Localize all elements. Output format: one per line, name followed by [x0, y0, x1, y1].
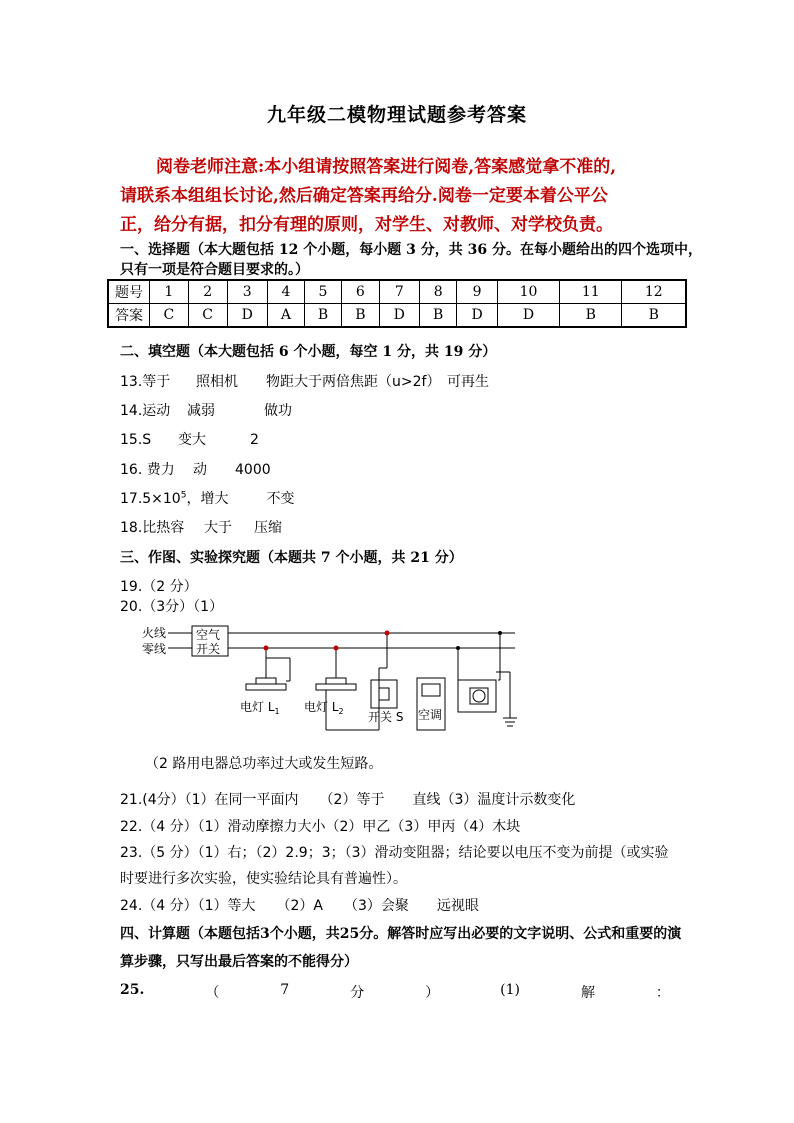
- junction-node: [264, 646, 269, 651]
- answer-cell: A: [268, 304, 305, 328]
- answer-line-15: [120, 429, 259, 449]
- ac-box: [417, 678, 445, 730]
- answer-line-21: 21.(4分）（1）在同一平面内 （2）等于 直线（3）温度计示数变化: [120, 792, 576, 808]
- section2-heading: 二、填空题（本大题包括 6 个小题，每空 1 分，共 19 分）: [120, 344, 497, 360]
- lamp2-label-sub: 2: [338, 707, 344, 716]
- question-number: 11: [560, 280, 622, 304]
- socket-hole: [473, 690, 485, 702]
- lamp1-base: [246, 684, 286, 690]
- answer-line-22: 22.（4 分）（1）滑动摩擦力大小（2）甲乙（3）甲丙（4）木块: [120, 819, 521, 835]
- lamp2-base: [316, 684, 356, 690]
- lamp2-holder: [326, 678, 346, 684]
- q25-token: （: [205, 985, 220, 1001]
- q17-exponent: 5: [180, 490, 187, 501]
- answer-line-23b: 时要进行多次实验，使实验结论具有普遍性）。: [120, 871, 407, 887]
- q14-a1: 14.运动: [120, 403, 171, 419]
- answer-line-20-2: （2 路用电器总功率过大或发生短路。: [145, 756, 383, 772]
- row-label-answers: 答案: [108, 304, 150, 328]
- junction-node: [334, 646, 339, 651]
- switch-label: 开关 S: [368, 710, 404, 724]
- air-switch-label-1: 空气: [196, 628, 221, 642]
- section4-heading-1: 四、计算题（本题包括3个小题，共25分。解答时应写出必要的文字说明、公式和重要的演: [120, 926, 682, 942]
- lamp1-label-sub: 1: [274, 707, 280, 716]
- q18-a3: 压缩: [254, 520, 282, 536]
- answer-line-24: 24.（4 分）（1）等大 （2）A （3）会聚 远视眼: [120, 898, 479, 914]
- junction-node: [385, 631, 390, 636]
- question-number: 9: [457, 280, 497, 304]
- answer-cell: D: [227, 304, 267, 328]
- section3-heading: 三、作图、实验探究题（本题共 7 个小题，共 21 分）: [120, 550, 463, 566]
- lamp2-label-text: 电灯 L: [304, 700, 339, 714]
- q17-a3: 不变: [266, 491, 295, 507]
- section1-heading-2: 只有一项是符合题目要求的。）: [120, 262, 309, 278]
- neutral-wire-label: 零线: [142, 642, 167, 656]
- question-number: 7: [379, 280, 419, 304]
- answer-cell: B: [304, 304, 341, 328]
- answer-cell: C: [188, 304, 227, 328]
- section1-heading-1: 一、选择题（本大题包括 12 个小题，每小题 3 分，共 36 分。在每小题给出的四个选项中，: [120, 242, 702, 258]
- q13-a1: 13.等于: [120, 374, 171, 390]
- ac-label: 空调: [418, 708, 443, 722]
- question-number: 2: [188, 280, 227, 304]
- lamp1-label: [240, 699, 280, 716]
- page-title: 九年级二模物理试题参考答案: [266, 104, 527, 126]
- answer-cell: B: [342, 304, 379, 328]
- section4-heading-2: 算步骤，只写出最后答案的不能得分）: [120, 954, 358, 970]
- lamp2-label: [304, 699, 344, 716]
- switch-box: [371, 680, 397, 708]
- answer-cell: B: [622, 304, 686, 328]
- switch-button: [379, 688, 389, 700]
- q25-token: ）: [425, 985, 440, 1001]
- socket-box: [458, 680, 496, 712]
- notice-line-3: 正，给分有据，扣分有理的原则，对学生、对教师、对学校负责。: [120, 215, 613, 235]
- answer-line-25: [120, 982, 670, 1002]
- q13-a2: 照相机: [196, 374, 238, 390]
- answer-line-14: [120, 400, 292, 420]
- q17-a2: ，增大: [186, 491, 229, 507]
- air-switch-label-2: 开关: [196, 642, 221, 656]
- q18-a1: 18.比热容: [120, 520, 185, 536]
- question-number: 1: [150, 280, 189, 304]
- household-circuit-diagram: [130, 620, 530, 740]
- answer-table: [107, 279, 687, 328]
- q25-token: ：: [655, 985, 670, 1001]
- q25-token: 25.: [120, 982, 145, 998]
- q14-a2: 减弱: [187, 403, 215, 419]
- answer-cell: D: [457, 304, 497, 328]
- q25-token: 分: [350, 985, 365, 1001]
- q13-a4: 可再生: [447, 374, 489, 390]
- answer-cell: B: [560, 304, 622, 328]
- question-number: 3: [227, 280, 267, 304]
- q17-a1: 17.5×10: [120, 491, 181, 507]
- question-number: 4: [268, 280, 305, 304]
- q15-a3: 2: [250, 432, 259, 448]
- answer-line-16: [120, 459, 271, 479]
- q14-a3: 做功: [264, 403, 292, 419]
- question-number: 6: [342, 280, 379, 304]
- q15-a1: 15.S: [120, 432, 152, 448]
- answer-line-13: [120, 371, 489, 391]
- answer-line-18: [120, 517, 282, 537]
- answer-cell: B: [420, 304, 457, 328]
- ac-display: [422, 684, 440, 696]
- q25-token: 解: [580, 985, 595, 1001]
- q25-token: (1): [500, 982, 520, 998]
- table-row-answers: [108, 304, 686, 328]
- row-label-numbers: 题号: [108, 280, 150, 304]
- q16-a1: 16. 费力: [120, 462, 175, 478]
- q15-a2: 变大: [178, 432, 206, 448]
- q18-a2: 大于: [204, 520, 232, 536]
- answer-line-19: 19.（2 分）: [120, 579, 198, 595]
- q16-a2: 动: [193, 462, 207, 478]
- live-wire-label: 火线: [142, 626, 167, 640]
- answer-cell: C: [150, 304, 189, 328]
- q25-token: 7: [280, 982, 290, 998]
- answer-line-23a: 23.（5 分）（1）右；（2）2.9；3；（3）滑动变阻器；结论要以电压不变为前提（或实验: [120, 845, 669, 861]
- answer-cell: D: [497, 304, 559, 328]
- answer-cell: D: [379, 304, 419, 328]
- lamp1-label-text: 电灯 L: [240, 700, 275, 714]
- table-row-numbers: [108, 280, 686, 304]
- answer-line-17: [120, 488, 294, 508]
- notice-line-2: 请联系本组组长讨论,然后确定答案再给分.阅卷一定要本着公平公: [120, 186, 608, 206]
- question-number: 5: [304, 280, 341, 304]
- lamp1-holder: [256, 678, 276, 684]
- question-number: 8: [420, 280, 457, 304]
- answer-line-20: 20.（3分）（1）: [120, 599, 224, 615]
- q13-a3: 物距大于两倍焦距（u>2f）: [266, 374, 441, 390]
- question-number: 12: [622, 280, 686, 304]
- junction-node: [456, 646, 460, 650]
- junction-node: [498, 631, 502, 635]
- question-number: 10: [497, 280, 559, 304]
- notice-line-1: 阅卷老师注意:本小组请按照答案进行阅卷,答案感觉拿不准的,: [156, 157, 617, 177]
- grader-notice: [120, 153, 680, 240]
- q16-a3: 4000: [235, 462, 271, 478]
